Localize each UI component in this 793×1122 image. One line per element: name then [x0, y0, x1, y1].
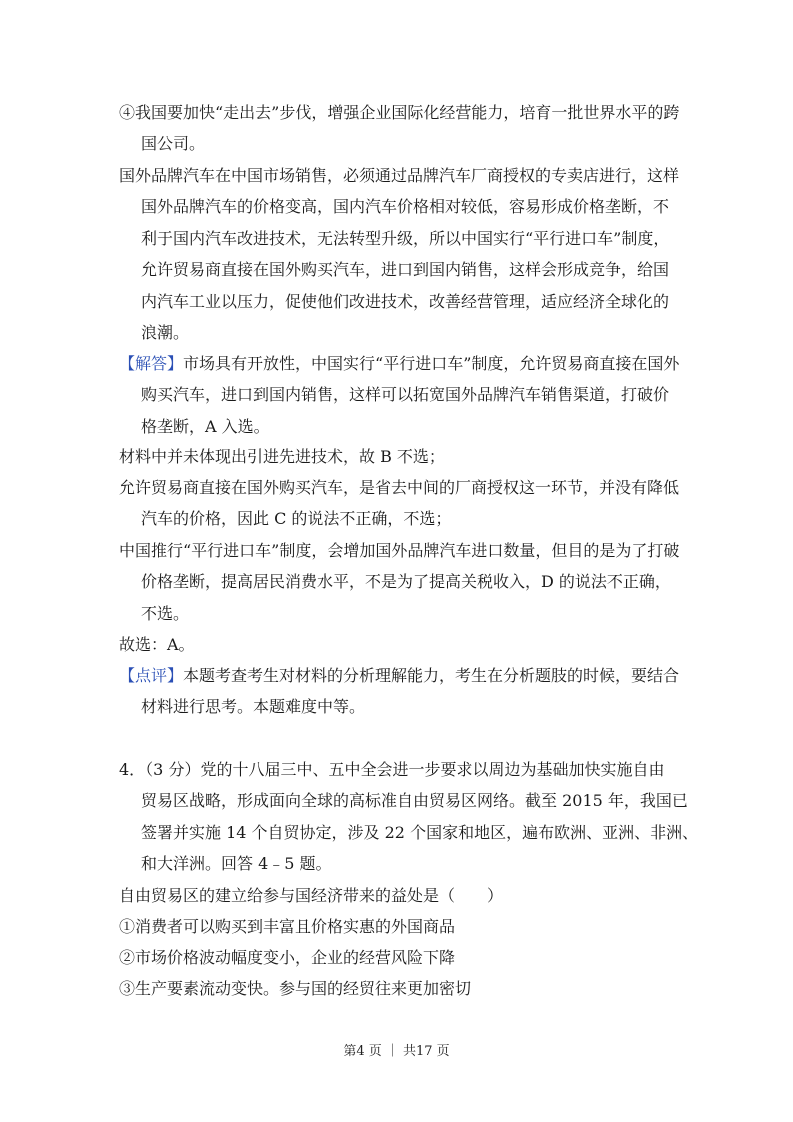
line-text: 国外品牌汽车的价格变高，国内汽车价格相对较低，容易形成价格垄断，不 — [141, 197, 670, 217]
line-text: 故选：A。 — [119, 635, 195, 654]
text-line — [119, 598, 679, 629]
paragraph — [119, 911, 679, 942]
text-line — [119, 97, 679, 128]
text-line — [119, 942, 679, 973]
line-text: 格垄断，A 入选。 — [141, 416, 270, 436]
line-text: 自由贸易区的建立给参与国经济带来的益处是（ ） — [119, 886, 504, 905]
line-text: ②市场价格波动幅度变小，企业的经营风险下降 — [119, 948, 456, 967]
text-line — [119, 660, 679, 691]
text-line — [119, 379, 679, 410]
paragraph — [119, 348, 679, 442]
text-line — [119, 973, 679, 1004]
text-line — [119, 817, 699, 848]
line-text: 汽车的价格，因此 C 的说法不正确，不选； — [141, 509, 452, 529]
text-line — [119, 317, 679, 348]
line-text: 市场具有开放性，中国实行“平行进口车”制度，允许贸易商直接在国外 — [183, 354, 680, 373]
paragraph — [119, 160, 679, 348]
paragraph — [119, 754, 699, 880]
text-line — [119, 503, 679, 534]
text-line — [119, 286, 679, 317]
section-tag: 【解答】 — [119, 354, 184, 373]
text-line — [119, 223, 679, 254]
line-text: 允许贸易商直接在国外购买汽车，是省去中间的厂商授权这一环节，并没有降低 — [119, 478, 680, 497]
paragraph — [119, 880, 679, 911]
text-line — [119, 566, 679, 597]
line-text: 不选。 — [141, 603, 190, 623]
line-text: 利于国内汽车改进技术，无法转型升级，所以中国实行“平行进口车”制度， — [141, 228, 670, 248]
paragraph — [119, 97, 679, 160]
line-text: 国外品牌汽车在中国市场销售，必须通过品牌汽车厂商授权的专卖店进行，这样 — [119, 166, 680, 185]
line-text: 国公司。 — [141, 134, 206, 154]
text-line — [119, 160, 679, 191]
line-text: ④我国要加快“走出去”步伐，增强企业国际化经营能力，培育一批世界水平的跨 — [119, 103, 680, 122]
line-text: 材料中并未体现出引进先进技术，故 B 不选； — [119, 447, 445, 466]
text-line — [119, 880, 679, 911]
paragraph — [119, 472, 679, 535]
text-line — [119, 441, 679, 472]
line-text: 本题考查考生对材料的分析理解能力，考生在分析题肢的时候，要结合 — [183, 666, 680, 685]
paragraph — [119, 535, 679, 629]
line-text: 购买汽车，进口到国内销售，这样可以拓宽国外品牌汽车销售渠道，打破价 — [141, 385, 670, 405]
line-text: ①消费者可以购买到丰富且价格实惠的外国商品 — [119, 917, 456, 936]
paragraph — [119, 942, 679, 973]
line-text: 允许贸易商直接在国外购买汽车，进口到国内销售，这样会形成竞争，给国 — [141, 260, 670, 280]
text-line — [119, 128, 679, 159]
line-text: 材料进行思考。本题难度中等。 — [141, 697, 366, 717]
section-tag: 【点评】 — [119, 666, 184, 685]
line-text: 签署并实施 14 个自贸协定，涉及 22 个国家和地区，遍布欧洲、亚洲、非洲、 — [141, 822, 699, 842]
text-line — [119, 348, 679, 379]
paragraph — [119, 660, 679, 723]
text-line — [119, 411, 679, 442]
line-text: 贸易区战略，形成面向全球的高标准自由贸易区网络。截至 2015 年，我国已 — [141, 791, 688, 811]
text-line — [119, 472, 679, 503]
line-text: 中国推行“平行进口车”制度，会增加国外品牌汽车进口数量，但目的是为了打破 — [119, 541, 680, 560]
text-line — [119, 191, 679, 222]
line-text: 和大洋洲。回答 4﹣5 题。 — [141, 854, 332, 874]
text-line — [119, 254, 679, 285]
text-line — [119, 535, 679, 566]
text-line — [119, 911, 679, 942]
text-line — [119, 754, 679, 785]
page-footer: 第4 页 ｜ 共17 页 — [343, 1044, 450, 1059]
text-line — [119, 629, 679, 660]
line-text: 价格垄断，提高居民消费水平，不是为了提高关税收入，D 的说法不正确， — [141, 572, 671, 592]
text-line — [119, 785, 688, 816]
text-line — [119, 691, 679, 722]
line-text: 4．（3 分）党的十八届三中、五中全会进一步要求以周边为基础加快实施自由 — [119, 760, 665, 779]
line-text: 内汽车工业以压力，促使他们改进技术，改善经营管理，适应经济全球化的 — [141, 291, 670, 311]
text-line — [119, 848, 679, 879]
line-text: 浪潮。 — [141, 322, 190, 342]
paragraph — [119, 973, 679, 1004]
paragraph — [119, 629, 679, 660]
line-text: ③生产要素流动变快。参与国的经贸往来更加密切 — [119, 979, 472, 998]
paragraph — [119, 441, 679, 472]
